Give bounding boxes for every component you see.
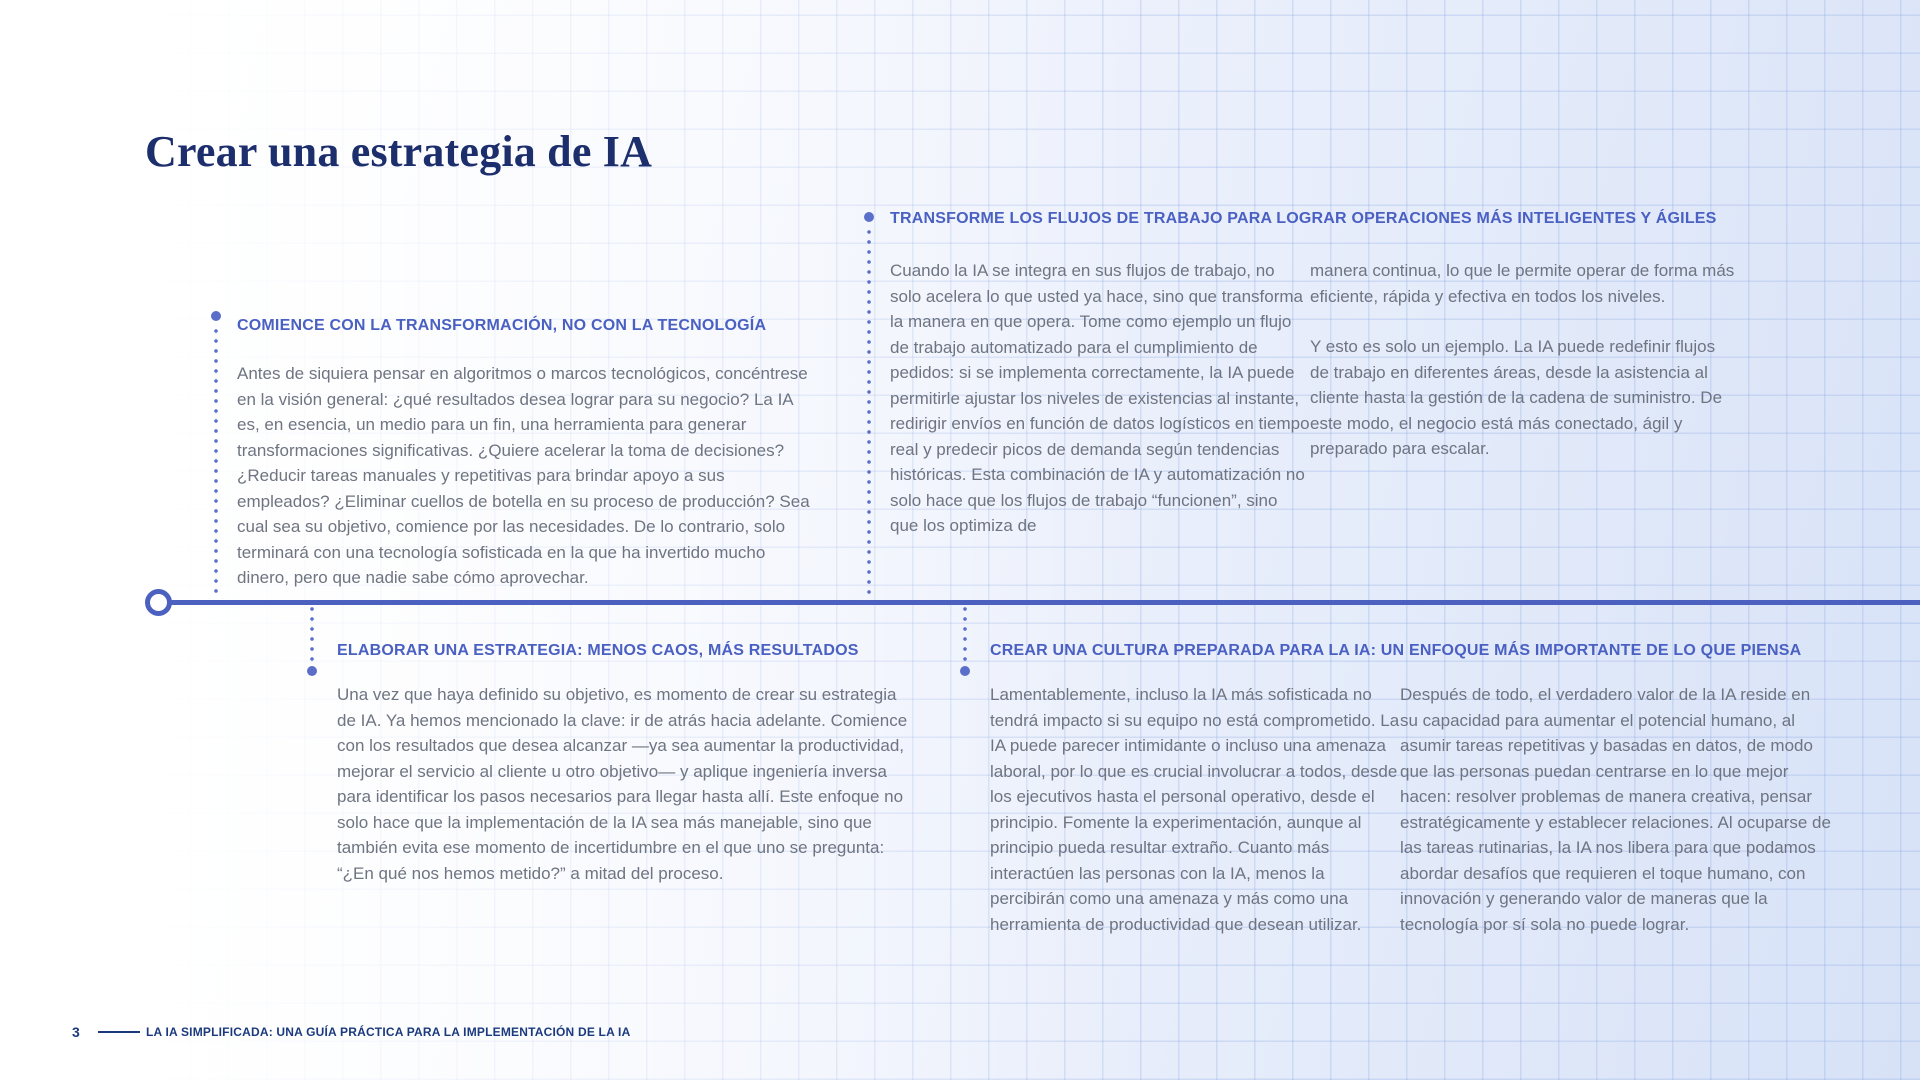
section-heading-transformacion: COMIENCE CON LA TRANSFORMACIÓN, NO CON LA TECNOLOGÍA <box>237 317 767 334</box>
page-title: Crear una estrategia de IA <box>145 127 653 176</box>
connector-dot-icon <box>960 666 970 676</box>
section-body-estrategia: Una vez que haya definido su objetivo, es momento de crear su estrategia de IA. Ya hemos mencionado la clave: ir de atrás hacia adelante. Comience con los resultados que desea alcanzar —ya sea aumentar la productividad, mejorar el servicio al cliente u otro objetivo— y aplique ingeniería inversa para identificar los pasos necesarios para llegar hasta allí. Este enfoque no solo hace que la implementación de la IA sea más manejable, sino que también evita ese momento de incertidumbre en el que uno se pregunta: “¿En qué nos hemos metido?” a mitad del proceso. <box>337 685 908 883</box>
section-body-flujos <box>890 258 1735 539</box>
cultura-column-1: Lamentablemente, incluso la IA más sofisticada no tendrá impacto si su equipo no está comprometido. La IA puede parecer intimidante o incluso una amenaza laboral, por lo que es crucial involucrar a todos, desde los ejecutivos hasta el personal operativo, desde el principio. Fomente la experimentación, aunque al principio pueda resultar extraño. Cuanto más interactúen las personas con la IA, menos la percibirán como una amenaza y más como una herramienta de productividad que desean utilizar. <box>990 685 1400 934</box>
section-body-transformacion: Antes de siquiera pensar en algoritmos o marcos tecnológicos, concéntrese en la visión general: ¿qué resultados desea lograr para su negocio? La IA es, en esencia, un medio para un fin, una herramienta para generar transformaciones significativas. ¿Quiere acelerar la toma de decisiones? ¿Reducir tareas manuales y repetitivas para brindar apoyo a sus empleados? ¿Eliminar cuellos de botella en su proceso de producción? Sea cual sea su objetivo, comience por las necesidades. De lo contrario, solo terminará con una tecnología sofisticada en la que ha invertido mucho dinero, pero que nadie sabe cómo aprovechar. <box>237 364 810 587</box>
connector-dot-icon <box>211 311 221 321</box>
page-number: 3 <box>72 1024 80 1040</box>
timeline-ring-icon <box>145 589 172 616</box>
flujos-col2-paragraph-2: Y esto es solo un ejemplo. La IA puede redefinir flujos de trabajo en diferentes áreas, desde la asistencia al cliente hasta la gestión de la cadena de suministro. De este modo, el negocio está más conectado, ágil y preparado para escalar. <box>1310 337 1723 458</box>
footer-rule <box>98 1031 140 1033</box>
dotted-connector <box>310 607 314 665</box>
dotted-connector <box>867 230 871 597</box>
flujos-col2-paragraph-1: manera continua, lo que le permite operar de forma más eficiente, rápida y efectiva en todos los niveles. <box>1310 261 1735 306</box>
flujos-column-1: Cuando la IA se integra en sus flujos de trabajo, no solo acelera lo que usted ya hace, sino que transforma la manera en que opera. Tome como ejemplo un flujo de trabajo automatizado para el cumplimiento de pedidos: si se implementa correctamente, la IA puede permitirle ajustar los niveles de existencias al instante, redirigir envíos en función de datos logísticos en tiempo real y predecir picos de demanda según tendencias históricas. Esta combinación de IA y automatización no solo hace que los flujos de trabajo “funcionen”, sino que los optimiza de <box>890 261 1310 535</box>
flujos-column-2 <box>1310 258 1735 539</box>
section-heading-flujos: TRANSFORME LOS FLUJOS DE TRABAJO PARA LOGRAR OPERACIONES MÁS INTELIGENTES Y ÁGILES <box>890 210 1717 227</box>
connector-dot-icon <box>307 666 317 676</box>
timeline-line <box>169 600 1920 605</box>
connector-dot-icon <box>864 212 874 222</box>
dotted-connector <box>214 329 218 597</box>
dotted-connector <box>963 607 967 665</box>
footer-title: LA IA SIMPLIFICADA: UNA GUÍA PRÁCTICA PARA LA IMPLEMENTACIÓN DE LA IA <box>146 1025 631 1039</box>
section-heading-cultura: CREAR UNA CULTURA PREPARADA PARA LA IA: UN ENFOQUE MÁS IMPORTANTE DE LO QUE PIENSA <box>990 642 1802 659</box>
section-heading-estrategia: ELABORAR UNA ESTRATEGIA: MENOS CAOS, MÁS RESULTADOS <box>337 642 859 659</box>
cultura-column-2: Después de todo, el verdadero valor de la IA reside en su capacidad para aumentar el potencial humano, al asumir tareas repetitivas y basadas en datos, de modo que las personas puedan centrarse en lo que mejor hacen: resolver problemas de manera creativa, pensar estratégicamente y establecer relaciones. Al ocuparse de las tareas rutinarias, la IA nos libera para que podamos abordar desafíos que requieren el toque humano, con innovación y generando valor de maneras que la tecnología por sí sola no puede lograr. <box>1400 685 1831 934</box>
